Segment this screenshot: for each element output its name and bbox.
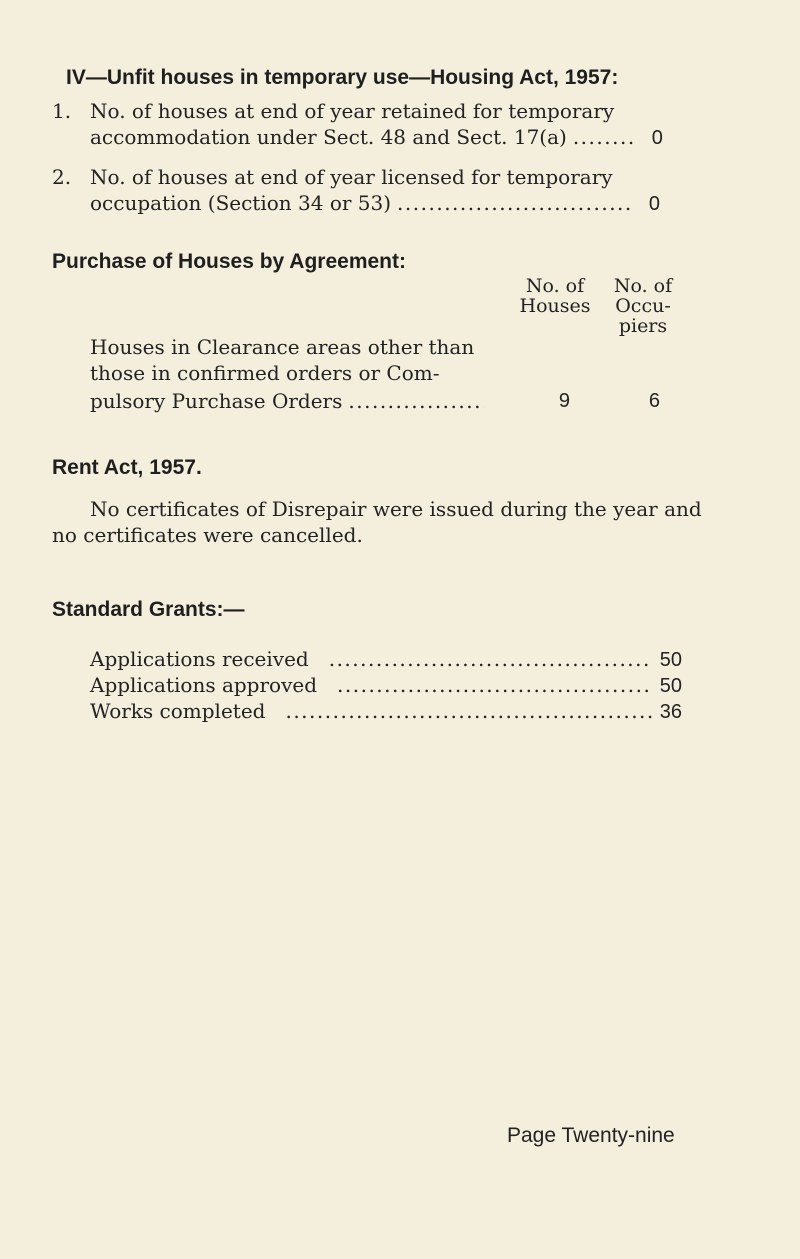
purchase-houses-value: 9 [558, 390, 570, 412]
dot-leader [337, 672, 652, 698]
purchase-row-leader [90, 388, 490, 414]
item-2-line1: No. of houses at end of year licensed for temporary [90, 165, 613, 189]
grants-completed-label: Works completed [90, 699, 266, 723]
dot-leader [348, 388, 484, 414]
item-2-value: 0 [648, 193, 660, 215]
rent-act-line1: No certificates of Disrepair were issued during the year and [90, 497, 702, 521]
grants-row-received [90, 646, 682, 673]
dot-leader [329, 646, 652, 672]
purchase-occupiers-value: 6 [648, 390, 660, 412]
purchase-row-line2: those in confirmed orders or Com- [90, 361, 440, 385]
col-occupiers-line1: No. of [613, 275, 673, 297]
rent-act-line2: no certificates were cancelled. [52, 523, 363, 547]
col-occupiers-line2: Occu- [615, 295, 671, 317]
grants-received-label: Applications received [90, 647, 309, 671]
item-2-line2: occupation (Section 34 or 53) [90, 191, 392, 215]
grants-completed-value: 36 [659, 701, 682, 723]
item-1-line1: No. of houses at end of year retained for temporary [90, 99, 615, 123]
dot-leader [397, 190, 630, 216]
rent-act-title: Rent Act, 1957. [52, 456, 202, 479]
grants-row-approved [90, 672, 682, 699]
purchase-title: Purchase of Houses by Agreement: [52, 250, 406, 273]
item-2-number: 2. [52, 165, 72, 189]
col-houses-line2: Houses [519, 295, 591, 317]
item-1-value: 0 [651, 127, 663, 149]
grants-approved-value: 50 [659, 675, 682, 697]
item-1-number: 1. [52, 99, 72, 123]
page-number: Page Twenty-nine [507, 1124, 675, 1147]
section-iv-title: IV—Unfit houses in temporary use—Housing Act, 1957: [66, 66, 619, 89]
col-houses-line1: No. of [525, 275, 585, 297]
standard-grants-title: Standard Grants:— [52, 598, 245, 621]
item-1-line2: accommodation under Sect. 48 and Sect. 17(a) [90, 125, 567, 149]
item-1-leader-row [90, 124, 663, 151]
grants-approved-label: Applications approved [90, 673, 318, 697]
dot-leader [285, 698, 652, 724]
grants-row-completed [90, 698, 682, 725]
purchase-row-line1: Houses in Clearance areas other than [90, 335, 475, 359]
purchase-row-line3: pulsory Purchase Orders [90, 389, 343, 413]
col-occupiers-line3: piers [618, 315, 668, 337]
grants-received-value: 50 [659, 649, 682, 671]
item-2-leader-row [90, 190, 660, 217]
dot-leader [573, 124, 633, 150]
